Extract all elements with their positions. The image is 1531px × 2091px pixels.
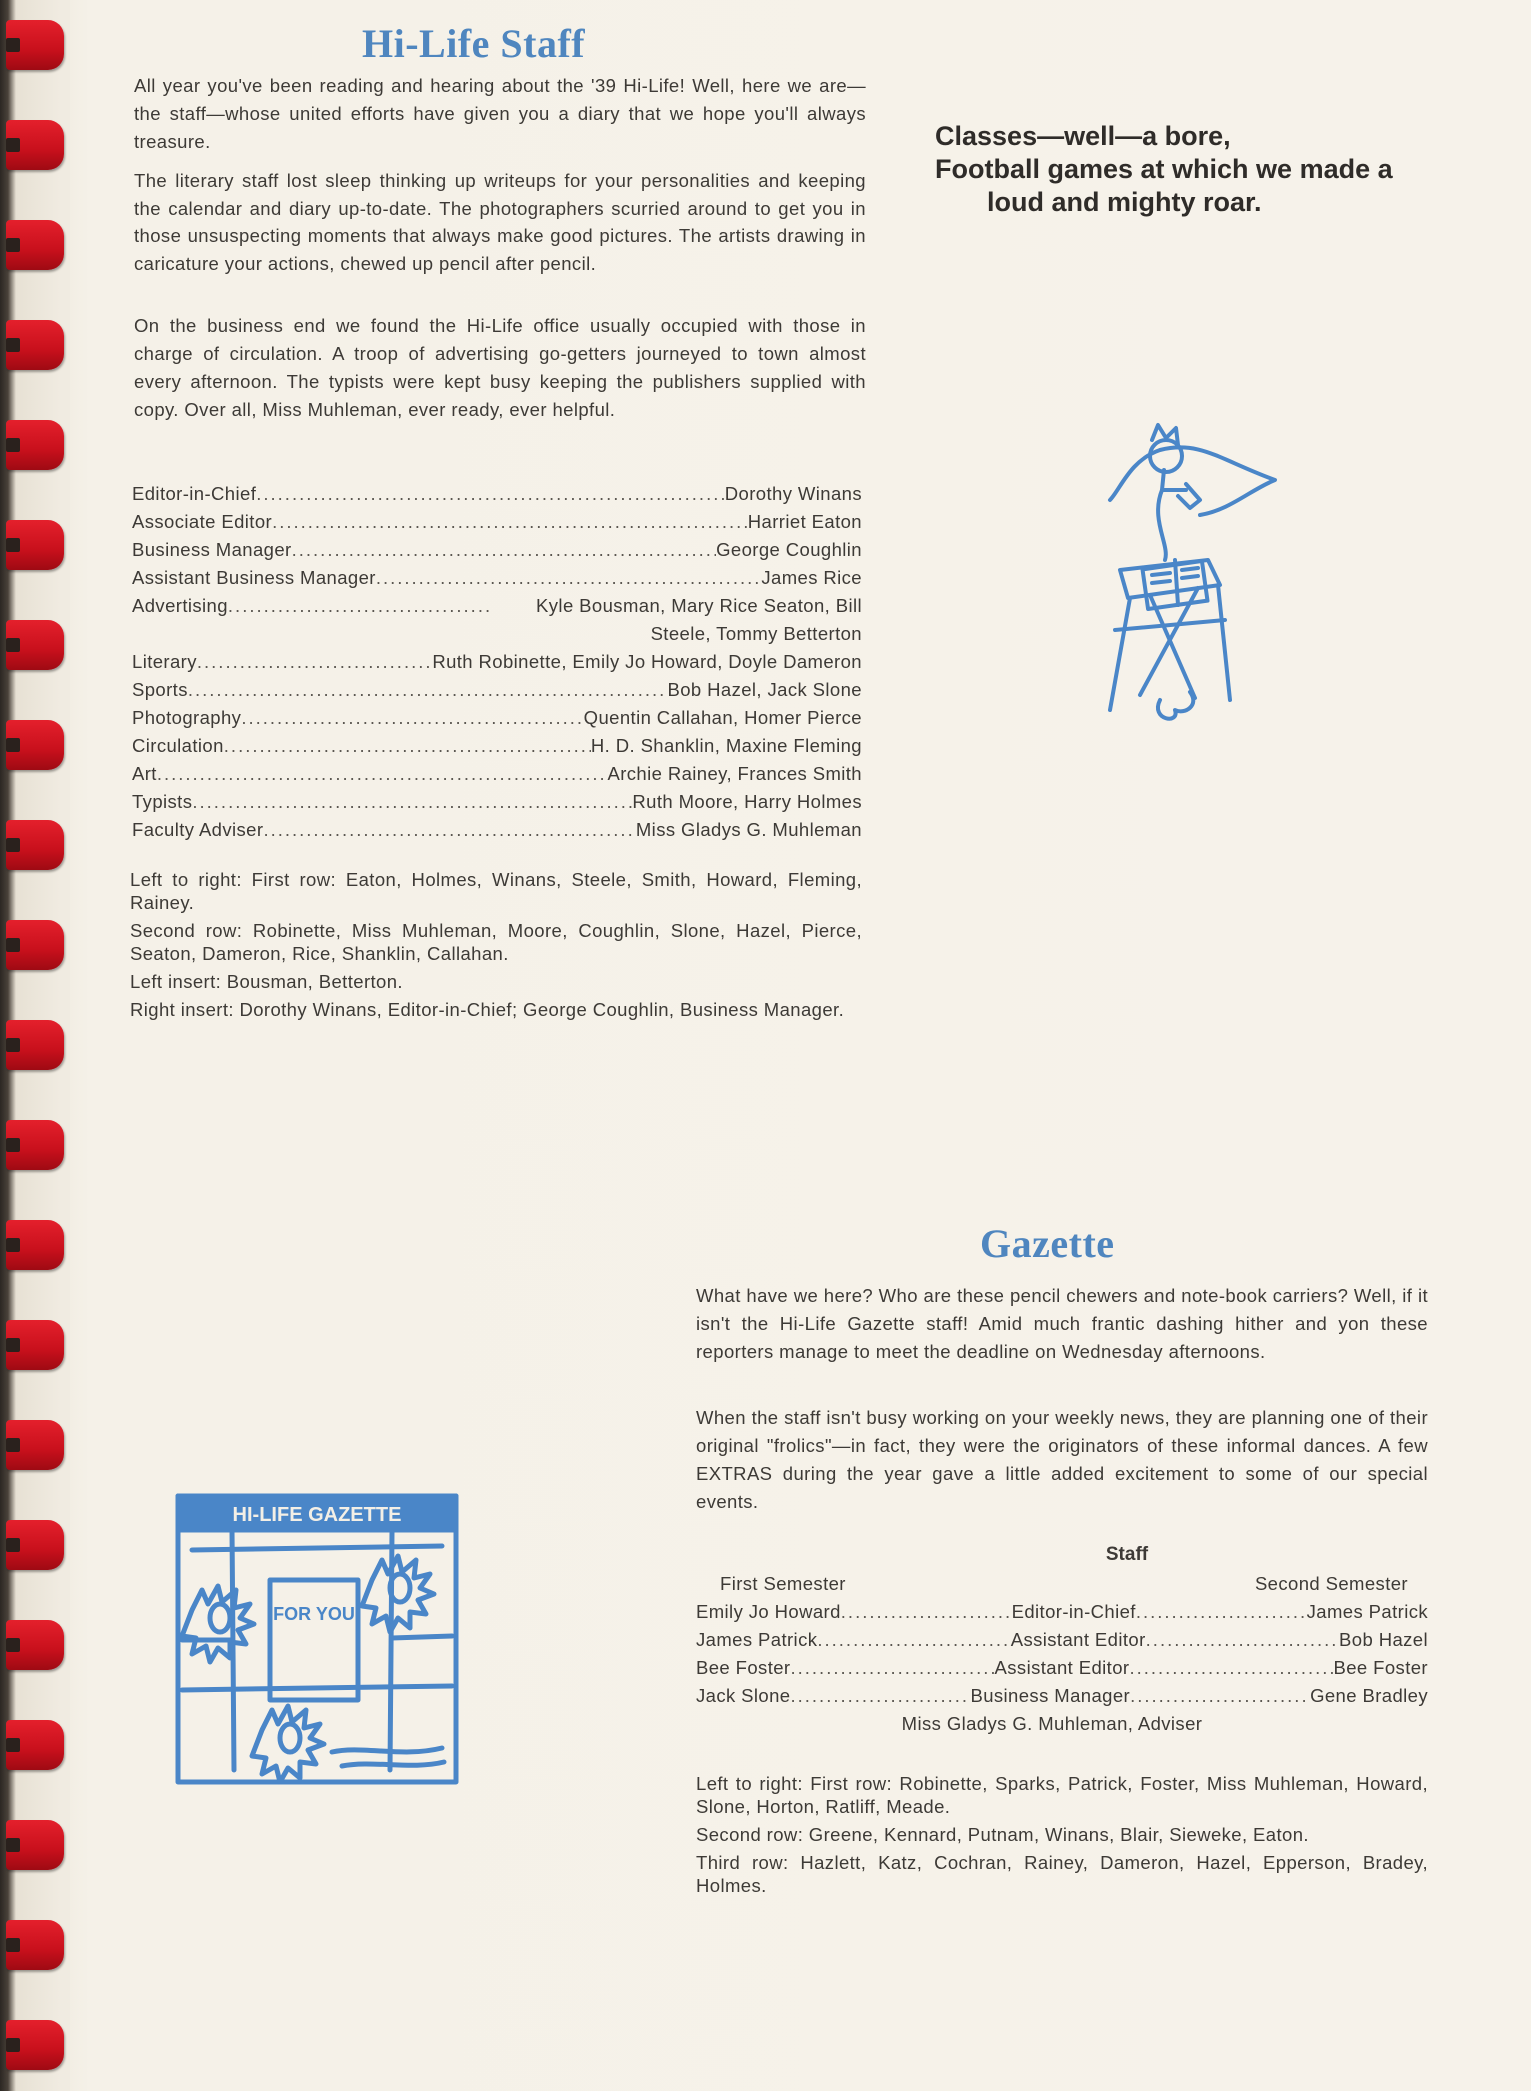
binding-ring — [6, 1820, 64, 1870]
poem-line-3: loud and mighty roar. — [987, 187, 1262, 217]
gazette-first-semester-name: Emily Jo Howard — [696, 1601, 841, 1622]
binding-ring — [6, 620, 64, 670]
staff-role: Circulation — [132, 735, 224, 756]
gazette-staff-rows — [696, 1598, 1428, 1710]
gazette-staff-row — [696, 1598, 1428, 1626]
staff-names: Harriet Eaton — [747, 511, 862, 532]
staff-row — [132, 816, 862, 844]
gazette-role: Assistant Editor — [1010, 1629, 1146, 1650]
leader-dots — [376, 564, 762, 592]
gazette-banner-text: HI-LIFE GAZETTE — [232, 1504, 402, 1526]
staff-role: Advertising — [132, 595, 228, 616]
poem-line-2: Football games at which we made a — [935, 154, 1393, 184]
binding-ring — [6, 820, 64, 870]
binding-ring — [6, 1120, 64, 1170]
gazette-role: Editor-in-Chief — [1011, 1601, 1136, 1622]
binding-ring — [6, 1920, 64, 1970]
leader-dots — [791, 1654, 995, 1682]
poem-line-1: Classes—well—a bore, — [935, 121, 1231, 151]
leader-dots — [292, 536, 717, 564]
staff-role: Sports — [132, 679, 188, 700]
binding-ring — [6, 20, 64, 70]
gazette-staff-table — [696, 1540, 1428, 1738]
binding-ring — [6, 520, 64, 570]
gazette-intro-paragraph: What have we here? Who are these pencil chewers and note-book carriers? Well, if it isn't the Hi-Life Gazette staff! Amid much frantic dashing hither and yon these reporters manage to meet the deadline on Wednesday afternoons. — [696, 1285, 1428, 1362]
leader-dots — [841, 1598, 1012, 1626]
binding-ring — [6, 120, 64, 170]
staff-names: Quentin Callahan, Homer Pierce — [583, 707, 862, 728]
hilife-photo-caption — [130, 868, 862, 1026]
leader-dots — [157, 760, 608, 788]
staff-role: Business Manager — [132, 539, 292, 560]
leader-dots — [224, 732, 591, 760]
binding-ring — [6, 920, 64, 970]
leader-dots — [1136, 1598, 1307, 1626]
gazette-adviser: Miss Gladys G. Muhleman, Adviser — [901, 1713, 1203, 1734]
staff-row — [132, 760, 862, 788]
staff-role: Art — [132, 763, 157, 784]
staff-row — [132, 508, 862, 536]
staff-names: Archie Rainey, Frances Smith — [607, 763, 862, 784]
staff-names: Bob Hazel, Jack Slone — [667, 679, 862, 700]
binding-ring — [6, 220, 64, 270]
leader-dots — [791, 1682, 971, 1710]
leader-dots — [272, 508, 748, 536]
staff-role: Editor-in-Chief — [132, 483, 257, 504]
caption-first-row: Left to right: First row: Eaton, Holmes, Winans, Steele, Smith, Howard, Fleming, Rainey. — [130, 869, 862, 913]
binding-ring — [6, 1220, 64, 1270]
leader-dots — [1129, 1654, 1333, 1682]
spiral-binding — [0, 0, 70, 2091]
gazette-first-semester-name: Jack Slone — [696, 1685, 791, 1706]
leader-dots — [263, 816, 635, 844]
gazette-role: Assistant Editor — [994, 1657, 1130, 1678]
gazette-second-semester-name: James Patrick — [1306, 1601, 1429, 1622]
binding-ring — [6, 1020, 64, 1070]
binding-ring — [6, 1420, 64, 1470]
gazette-staff-row — [696, 1682, 1428, 1710]
poem-verse — [935, 120, 1455, 219]
leader-dots — [197, 648, 432, 676]
gazette-caption-third-row: Third row: Hazlett, Katz, Cochran, Rainey, Dameron, Hazel, Epperson, Bradey, Holmes. — [696, 1852, 1428, 1896]
staff-names: George Coughlin — [716, 539, 862, 560]
gazette-frolics-paragraph: When the staff isn't busy working on your weekly news, they are planning one of their original "frolics"—in fact, they were the originators of these informal dances. A few EXTRAS during the year gave a little added excitement to some of our special events. — [696, 1407, 1428, 1512]
cat-reading-illustration — [1090, 420, 1290, 730]
hilife-intro-paragraph: All year you've been reading and hearing about the '39 Hi-Life! Well, here we are—the staff—whose united efforts have given you a diary that we hope you'll always treasure. — [134, 75, 866, 152]
staff-names: Kyle Bousman, Mary Rice Seaton, Bill Steele, Tommy Betterton — [536, 595, 862, 644]
staff-names: Dorothy Winans — [724, 483, 862, 504]
gazette-staff-title: Staff — [1105, 1544, 1149, 1565]
gazette-second-semester-name: Bob Hazel — [1339, 1629, 1428, 1650]
gazette-sign-text: FOR YOU — [273, 1604, 355, 1624]
gazette-second-semester-name: Gene Bradley — [1310, 1685, 1428, 1706]
gazette-heading: Gazette — [980, 1221, 1115, 1266]
leader-dots — [817, 1626, 1010, 1654]
staff-role: Associate Editor — [132, 511, 273, 532]
staff-row — [132, 480, 862, 508]
leader-dots — [241, 704, 583, 732]
staff-row — [132, 788, 862, 816]
gazette-photo-caption — [696, 1772, 1428, 1902]
binding-ring — [6, 1320, 64, 1370]
gazette-newspaper-illustration — [172, 1490, 462, 1790]
binding-ring — [6, 720, 64, 770]
staff-role: Typists — [132, 791, 193, 812]
binding-ring — [6, 1720, 64, 1770]
staff-role: Assistant Business Manager — [132, 567, 376, 588]
caption-left-insert: Left insert: Bousman, Betterton. — [130, 971, 403, 992]
gazette-caption-second-row: Second row: Greene, Kennard, Putnam, Winans, Blair, Sieweke, Eaton. — [696, 1824, 1309, 1845]
leader-dots — [228, 592, 492, 648]
staff-row — [132, 536, 862, 564]
staff-role: Literary — [132, 651, 197, 672]
binding-ring — [6, 1520, 64, 1570]
binding-ring — [6, 2020, 64, 2070]
semester-headers — [696, 1570, 1428, 1598]
leader-dots — [256, 480, 725, 508]
gazette-staff-row — [696, 1626, 1428, 1654]
gazette-caption-first-row: Left to right: First row: Robinette, Sparks, Patrick, Foster, Miss Muhleman, Howard, Slone, Horton, Ratliff, Meade. — [696, 1773, 1428, 1817]
caption-second-row: Second row: Robinette, Miss Muhleman, Moore, Coughlin, Slone, Hazel, Pierce, Seaton, Dameron, Rice, Shanklin, Callahan. — [130, 920, 862, 964]
gazette-staff-row — [696, 1654, 1428, 1682]
staff-names: Ruth Moore, Harry Holmes — [632, 791, 862, 812]
first-semester-header: First Semester — [720, 1573, 846, 1594]
binding-ring — [6, 320, 64, 370]
hilife-staff-list — [132, 480, 862, 844]
staff-row — [132, 704, 862, 732]
staff-role: Faculty Adviser — [132, 819, 264, 840]
binding-ring — [6, 1620, 64, 1670]
staff-names: Miss Gladys G. Muhleman — [635, 819, 862, 840]
hilife-staff-heading: Hi-Life Staff — [362, 21, 586, 66]
gazette-second-semester-name: Bee Foster — [1333, 1657, 1428, 1678]
staff-row — [132, 564, 862, 592]
hilife-literary-paragraph: The literary staff lost sleep thinking up writeups for your personalities and keeping the calendar and diary up-to-date. The photographers scurried around to get you in those unsuspecting moments that always make good pictures. The artists drawing in caricature your actions, chewed up pencil after pencil. — [134, 170, 866, 274]
binding-ring — [6, 420, 64, 470]
staff-row — [132, 648, 862, 676]
leader-dots — [1130, 1682, 1310, 1710]
staff-names: James Rice — [761, 567, 862, 588]
gazette-first-semester-name: Bee Foster — [696, 1657, 791, 1678]
second-semester-header: Second Semester — [1254, 1573, 1408, 1594]
gazette-role: Business Manager — [970, 1685, 1131, 1706]
leader-dots — [192, 788, 632, 816]
staff-names: H. D. Shanklin, Maxine Fleming — [590, 735, 862, 756]
staff-row — [132, 732, 862, 760]
hilife-business-paragraph: On the business end we found the Hi-Life office usually occupied with those in charge of circulation. A troop of advertising go-getters journeyed to town almost every afternoon. The typists were kept busy keeping the publishers supplied with copy. Over all, Miss Muhleman, ever ready, ever helpful. — [134, 315, 866, 420]
staff-row — [132, 676, 862, 704]
staff-row — [132, 592, 862, 648]
leader-dots — [188, 676, 668, 704]
staff-names: Ruth Robinette, Emily Jo Howard, Doyle Dameron — [432, 651, 862, 672]
staff-role: Photography — [132, 707, 242, 728]
caption-right-insert: Right insert: Dorothy Winans, Editor-in-Chief; George Coughlin, Business Manager. — [130, 999, 845, 1020]
gazette-first-semester-name: James Patrick — [696, 1629, 818, 1650]
leader-dots — [1146, 1626, 1339, 1654]
